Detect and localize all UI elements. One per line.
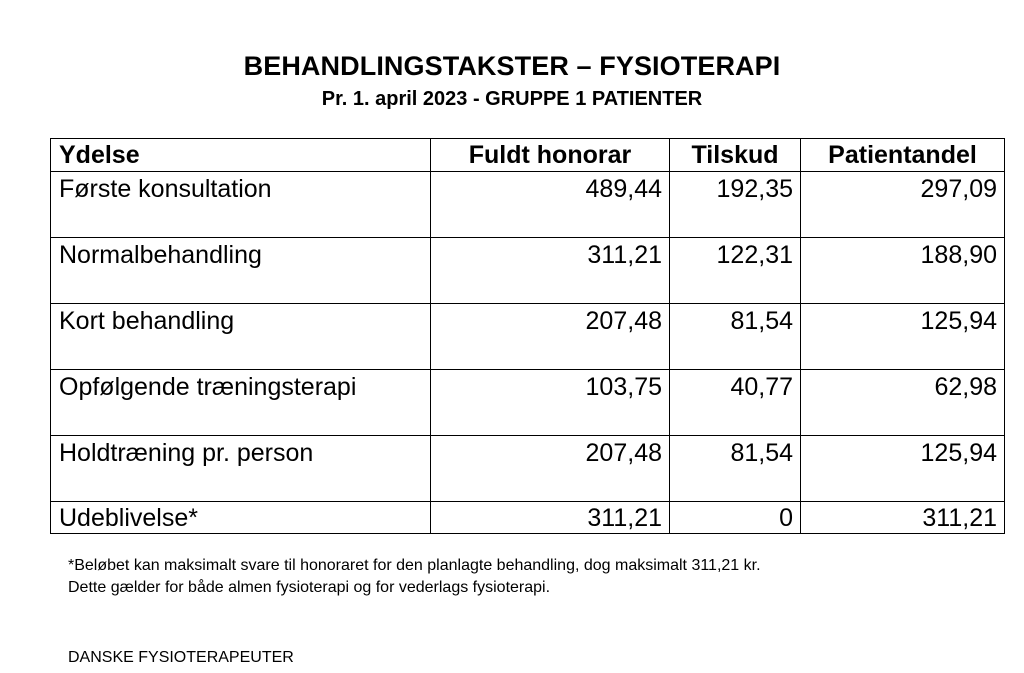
table-row [51,370,1005,436]
service-name: Holdtræning pr. person [51,436,431,502]
full-fee: 207,48 [431,436,670,502]
table-header-row [51,139,1005,172]
subsidy: 192,35 [670,172,801,238]
service-name: Opfølgende træningsterapi [51,370,431,436]
service-name: Udeblivelse* [51,502,431,534]
full-fee: 103,75 [431,370,670,436]
patient-share: 188,90 [801,238,1005,304]
service-name: Normalbehandling [51,238,431,304]
table-row [51,436,1005,502]
rates-table [50,138,1005,534]
document-title: BEHANDLINGSTAKSTER – FYSIOTERAPI [243,51,781,81]
full-fee: 311,21 [431,502,670,534]
patient-share: 125,94 [801,436,1005,502]
subsidy: 122,31 [670,238,801,304]
footnote-line: *Beløbet kan maksimalt svare til honoraret for den planlagte behandling, dog maksimalt 311,21 kr. [68,557,761,574]
footnote [68,555,761,599]
document-subtitle: Pr. 1. april 2023 - GRUPPE 1 PATIENTER [321,88,703,110]
column-header-patientandel: Patientandel [801,139,1005,172]
subsidy: 40,77 [670,370,801,436]
service-name: Kort behandling [51,304,431,370]
table-row [51,238,1005,304]
patient-share: 297,09 [801,172,1005,238]
column-header-fuldt-honorar: Fuldt honorar [431,139,670,172]
table-row [51,304,1005,370]
patient-share: 62,98 [801,370,1005,436]
full-fee: 489,44 [431,172,670,238]
subsidy: 81,54 [670,436,801,502]
column-header-tilskud: Tilskud [670,139,801,172]
table-row [51,502,1005,534]
table-row [51,172,1005,238]
footnote-line: Dette gælder for både almen fysioterapi og for vederlags fysioterapi. [68,579,551,596]
organization-name: DANSKE FYSIOTERAPEUTER [68,649,294,666]
patient-share: 311,21 [801,502,1005,534]
full-fee: 311,21 [431,238,670,304]
subsidy: 0 [670,502,801,534]
full-fee: 207,48 [431,304,670,370]
column-header-ydelse: Ydelse [51,139,431,172]
subsidy: 81,54 [670,304,801,370]
service-name: Første konsultation [51,172,431,238]
patient-share: 125,94 [801,304,1005,370]
